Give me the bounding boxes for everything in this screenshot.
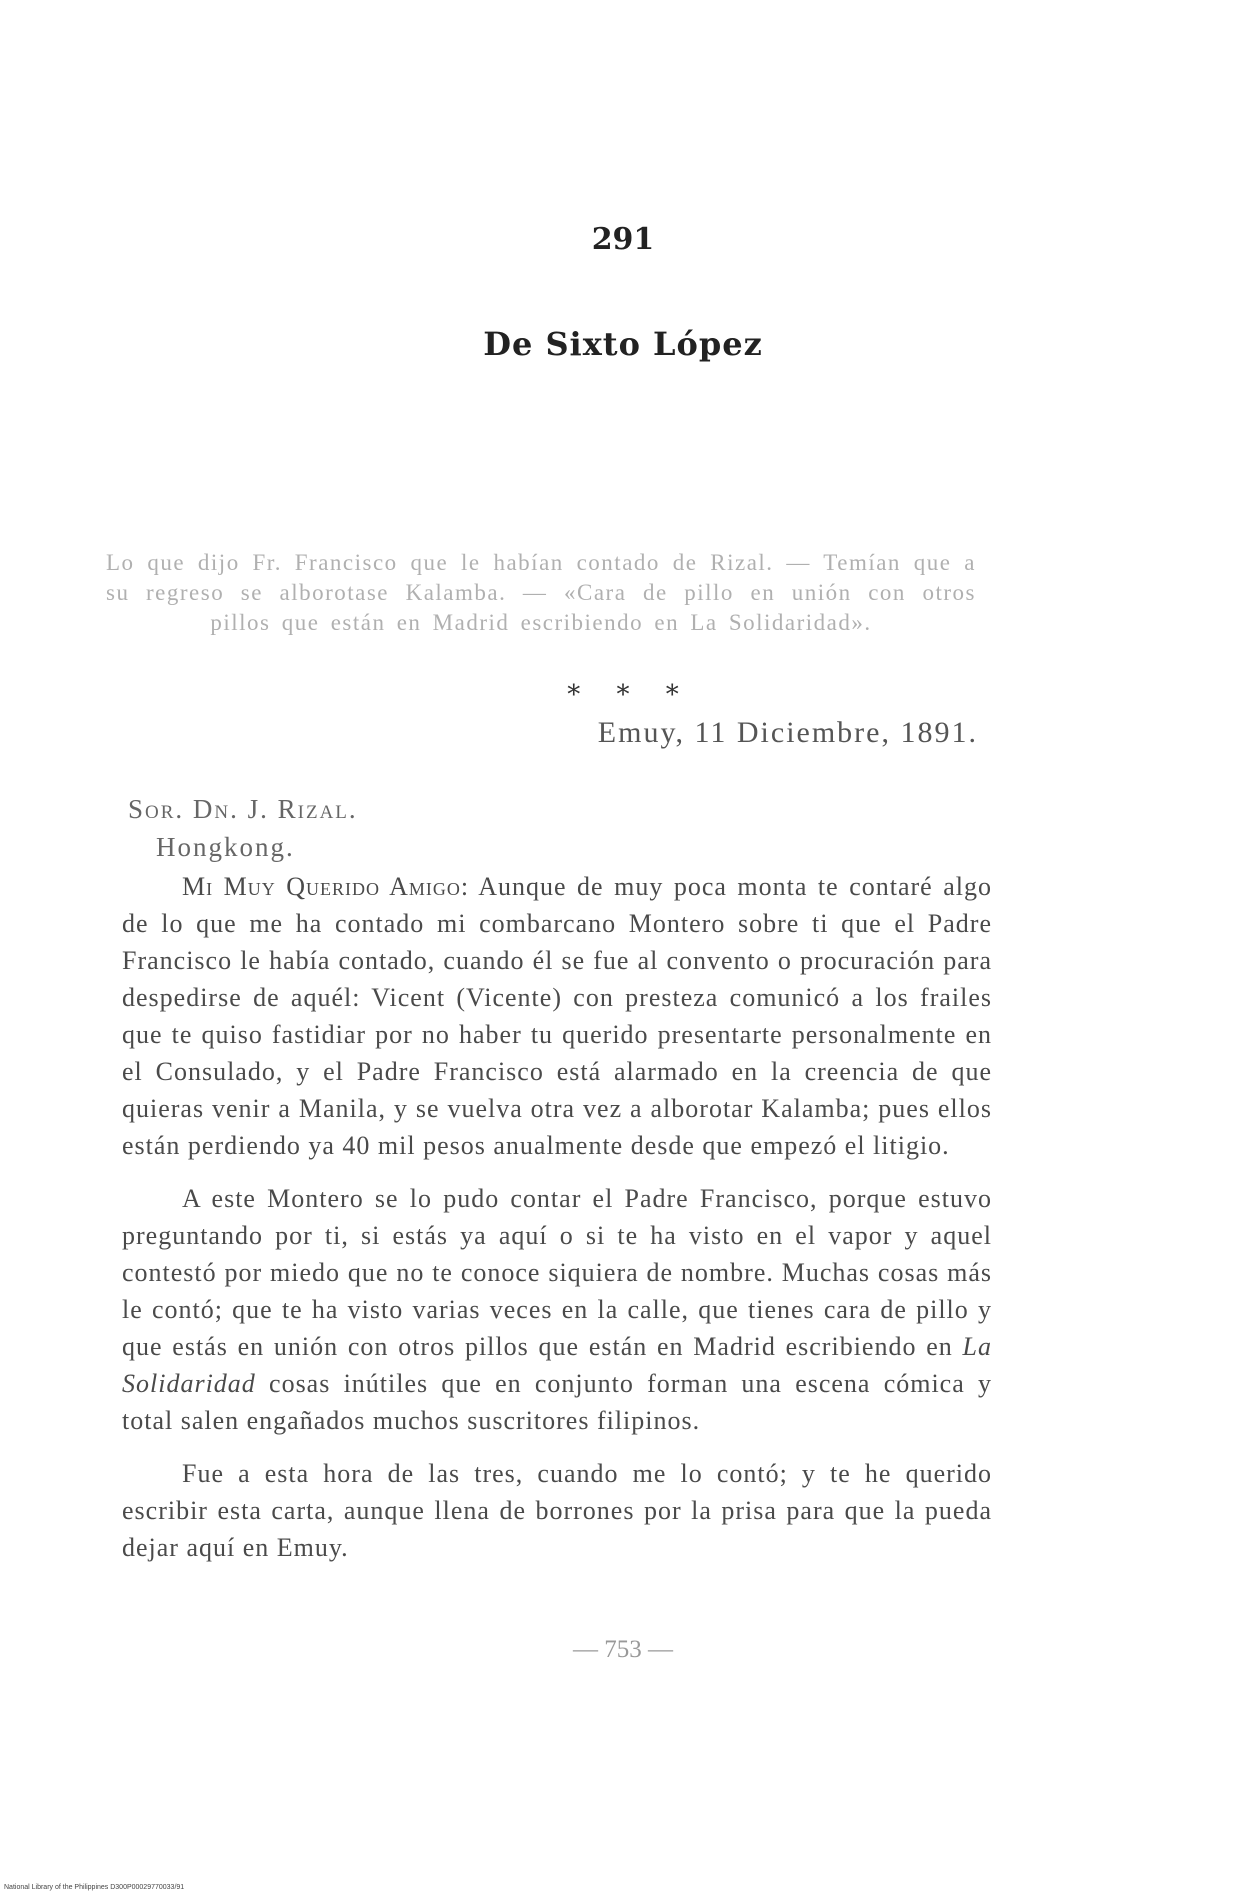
addressee-name: Sor. Dn. J. Rizal. [128,794,358,824]
body-paragraph-3: Fue a esta hora de las tres, cuando me lo contó; y te he querido escribir esta carta, aunque llena de borrones por la prisa para que la pueda dejar aquí en Emuy. [122,1459,992,1562]
salutation-opening: Mi Muy Querido Amigo: [182,872,470,901]
letter-heading: De Sixto López [483,325,763,363]
letter-summary: Lo que dijo Fr. Francisco que le habían contado de Rizal. — Temían que a su regreso se alborotase Kalamba. — «Cara de pillo en unión con otros pillos que están en Madrid escribiendo en La Solidaridad». [106,550,976,635]
footer-credit: National Library of the Philippines D300P00029770033/91 [4,1884,185,1891]
body-paragraph-2 [122,1180,992,1439]
paragraph-2-text-b: cosas inútiles que en conjunto forman una escena cómica y total salen engañados muchos suscritores filipinos. [122,1369,992,1435]
newspaper-title: La Solidaridad [122,1332,992,1398]
body-paragraph-1 [122,868,992,1164]
section-separator: * * * [567,680,679,710]
addressee-block [128,790,358,866]
page-number: — 753 — [573,1636,673,1663]
paragraph-2-text-a: A este Montero se lo pudo contar el Padre Francisco, porque estuvo preguntando por ti, si estás ya aquí o si te ha visto en el vapor y aquel contestó por miedo que no te conoce siquiera de nombre. Muchas cosas más le contó; que te ha visto varias veces en la calle, que tienes cara de pillo y que estás en unión con otros pillos que están en Madrid escribiendo en [122,1184,992,1361]
addressee-place: Hongkong. [156,832,295,862]
letter-number: 291 [591,222,655,257]
dateline: Emuy, 11 Diciembre, 1891. [597,716,978,749]
letter-body [122,868,992,1582]
paragraph-1-text: Aunque de muy poca monta te contaré algo de lo que me ha contado mi combarcano Montero sobre ti que el Padre Francisco le había contado, cuando él se fue al convento o procuración para despedirse de aquél: Vicent (Vicente) con presteza comunicó a los frailes que te quiso fastidiar por no haber tu querido presentarte personalmente en el Consulado, y el Padre Francisco está alarmado en la creencia de que quieras venir a Manila, y se vuelva otra vez a alborotar Kalamba; pues ellos están perdiendo ya 40 mil pesos anualmente desde que empezó el litigio. [122,872,992,1160]
